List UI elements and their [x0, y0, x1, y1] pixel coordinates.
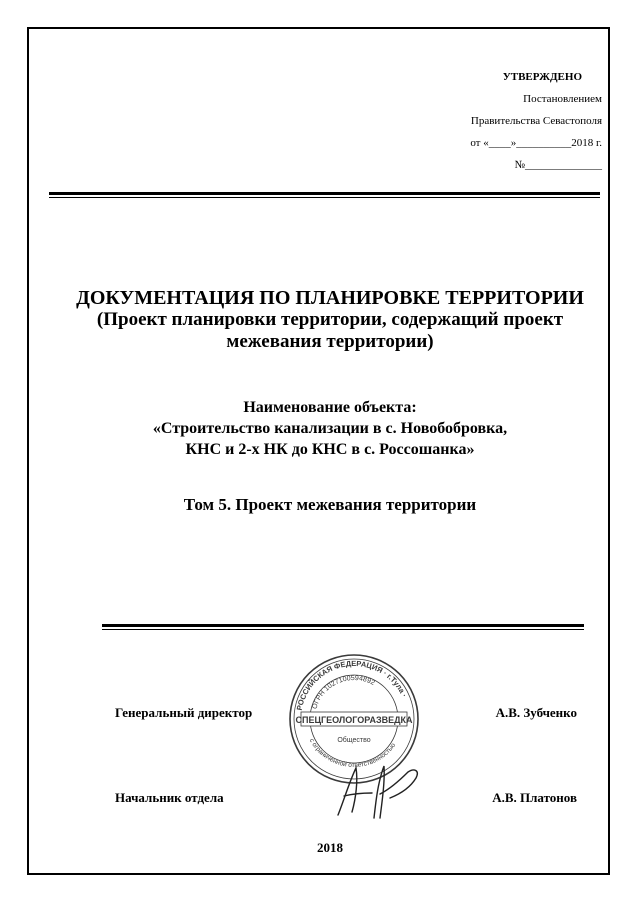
object-name-block	[60, 397, 600, 460]
approval-date-line: от «____»__________2018 г.	[470, 137, 602, 149]
document-subtitle-line-1: (Проект планировки территории, содержащий проект	[96, 309, 564, 330]
signature-row-department-head	[115, 790, 577, 806]
signature-name: А.В. Зубченко	[495, 705, 577, 720]
document-year: 2018	[317, 840, 343, 855]
volume-title: Том 5. Проект межевания территории	[183, 495, 477, 514]
object-label: Наименование объекта:	[243, 399, 417, 416]
document-subtitle-line-2: межевания территории)	[226, 331, 434, 352]
signature-row-director	[115, 705, 577, 721]
stamp-bottom-text: с ограниченной ответственностью	[307, 737, 398, 770]
object-name-line-1: «Строительство канализации в с. Новобобровка,	[152, 420, 508, 437]
approval-block	[470, 66, 602, 176]
stamp-org-word: Общество	[337, 737, 371, 744]
approval-heading: УТВЕРЖДЕНО	[502, 71, 582, 83]
stamp-outer-text: РОССИЙСКАЯ ФЕДЕРАЦИЯ · г.Тула ·	[294, 658, 409, 712]
signature-role: Начальник отдела	[115, 790, 224, 805]
top-divider-thick	[49, 192, 600, 195]
signature-name: А.В. Платонов	[492, 790, 577, 805]
bottom-divider-thick	[102, 624, 584, 627]
stamp-center-text: СПЕЦГЕОЛОГОРАЗВЕДКА	[295, 715, 413, 725]
document-title: ДОКУМЕНТАЦИЯ ПО ПЛАНИРОВКЕ ТЕРРИТОРИИ	[76, 287, 584, 309]
stamp-ogrn-text: ОГРН 1027100594892	[311, 674, 376, 710]
signature-role: Генеральный директор	[115, 705, 253, 720]
approval-number-line: №______________	[514, 159, 602, 171]
approval-line-2: Правительства Севастополя	[470, 115, 602, 127]
document-title-block	[60, 287, 600, 353]
bottom-divider-thin	[102, 629, 584, 630]
object-name-line-2: КНС и 2-х НК до КНС в с. Россошанка»	[185, 441, 475, 458]
approval-line-1: Постановлением	[523, 93, 602, 105]
top-divider-thin	[49, 197, 600, 198]
